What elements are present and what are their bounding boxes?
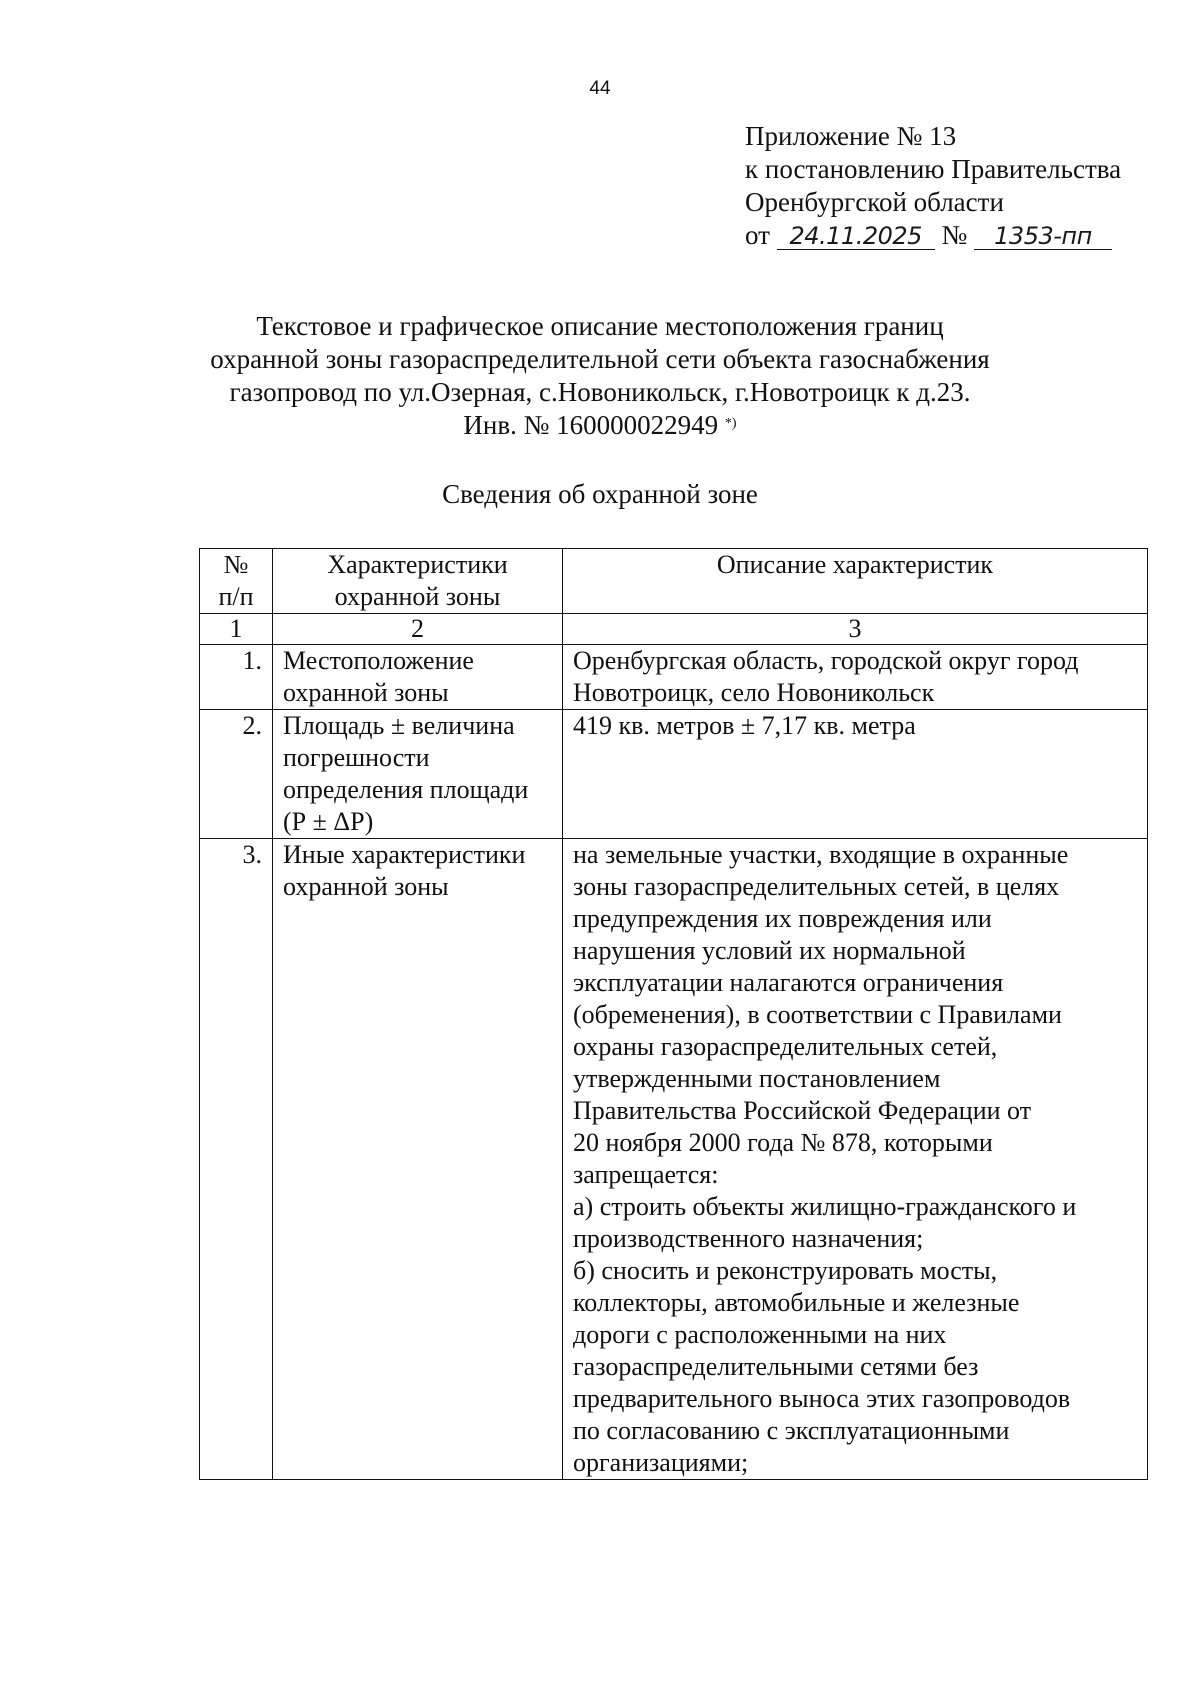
appendix-block: [745, 120, 1121, 252]
row-description: 419 кв. метров ± 7,17 кв. метра: [563, 710, 1148, 839]
zone-info-table: [199, 548, 1148, 1480]
row-description: на земельные участки, входящие в охранные зоны газораспределительных сетей, в целях предупреждения их повреждения или нарушения условий их нормальной эксплуатации налагаются ограничения (обременения), в соответствии с Правилами охраны газораспределительных сетей, утвержденными постановлением Правительства Российской Федерации от 20 ноября 2000 года № 878, которыми запрещается: а) строить объекты жилищно-гражданского и производственного назначения; б) сносить и реконструировать мосты, коллекторы, автомобильные и железные дороги с расположенными на них газораспределительными сетями без предварительного выноса этих газопроводов по согласованию с эксплуатационными организациями;: [563, 839, 1148, 1480]
table-index-row: [200, 614, 1148, 645]
appendix-date-number: [745, 219, 1121, 252]
header-number: № п/п: [200, 549, 273, 614]
row-number: 1.: [200, 645, 273, 710]
row-characteristic: Площадь ± величина погрешности определения площади (Р ± ΔР): [273, 710, 563, 839]
row-description: Оренбургская область, городской округ город Новотроицк, село Новоникольск: [563, 645, 1148, 710]
handwritten-number: 1353-пп: [974, 223, 1112, 250]
number-label: №: [941, 220, 968, 250]
section-title: Сведения об охранной зоне: [442, 479, 758, 509]
table-header-row: [200, 549, 1148, 614]
table-row: [200, 839, 1148, 1480]
index-cell: 2: [273, 614, 563, 645]
table-row: [200, 645, 1148, 710]
document-title: [0, 310, 1200, 442]
table-row: [200, 710, 1148, 839]
index-cell: 1: [200, 614, 273, 645]
from-label: от: [745, 220, 770, 250]
title-line-4: [0, 409, 1200, 442]
title-line-3: газопровод по ул.Озерная, с.Новоникольск, г.Новотроицк к д.23.: [229, 377, 971, 407]
inventory-number: Инв. № 160000022949: [463, 410, 719, 440]
row-number: 2.: [200, 710, 273, 839]
header-description: Описание характеристик: [563, 549, 1148, 614]
appendix-title: Приложение № 13: [745, 121, 957, 151]
row-characteristic: Местоположение охранной зоны: [273, 645, 563, 710]
row-characteristic: Иные характеристики охранной зоны: [273, 839, 563, 1480]
handwritten-date: 24.11.2025: [777, 223, 935, 250]
footnote-mark: *): [724, 416, 737, 431]
page-number: 44: [589, 78, 611, 99]
appendix-reference: к постановлению Правительства: [745, 154, 1122, 184]
header-characteristics: Характеристики охранной зоны: [273, 549, 563, 614]
index-cell: 3: [563, 614, 1148, 645]
row-number: 3.: [200, 839, 273, 1480]
title-line-1: Текстовое и графическое описание местоположения границ: [256, 311, 944, 341]
appendix-region: Оренбургской области: [745, 187, 1004, 217]
title-line-2: охранной зоны газораспределительной сети объекта газоснабжения: [210, 344, 990, 374]
